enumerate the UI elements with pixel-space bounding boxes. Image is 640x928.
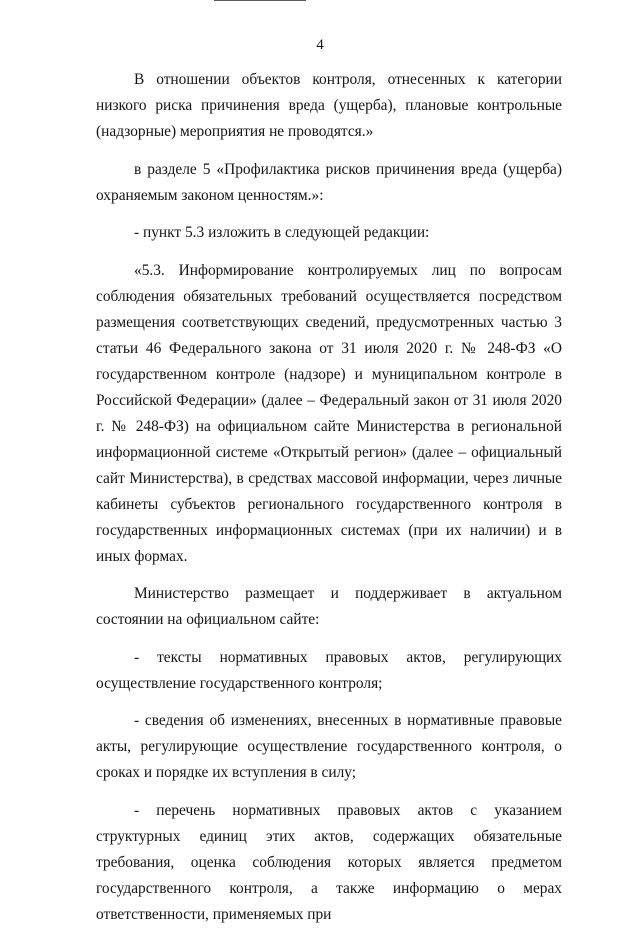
- list-item-acts-list: - перечень нормативных правовых актов с указанием структурных единиц этих актов, содержащих обязательные требования, оценка соблюдения которых является предметом государственного контроля, а также информацию о мерах ответственности, применяемых при: [96, 801, 562, 923]
- document-body: [96, 67, 562, 928]
- paragraph-ministry-publishes: Министерство размещает и поддерживает в актуальном состоянии на официальном сайте:: [96, 585, 562, 628]
- paragraph-item-5-3: «5.3. Информирование контролируемых лиц по вопросам соблюдения обязательных требований осуществляется посредством размещения соответствующих сведений, предусмотренных частью 3 статьи 46 Федерального закона от 31 июля 2020 г. № 248-ФЗ «О государственном контроле (надзоре) и муниципальном контроле в Российской Федерации» (далее – Федеральный закон от 31 июля 2020 г. № 248-ФЗ) на официальном сайте Министерства в региональной информационной системе «Открытый регион» (далее – официальный сайт Министерства), в средствах массовой информации, через личные кабинеты субъектов регионального государственного контроля в государственных информационных системах (при их наличии) и в иных формах.: [96, 261, 562, 565]
- list-item-legal-texts: - тексты нормативных правовых актов, регулирующих осуществление государственного контроля;: [96, 648, 562, 692]
- paragraph-low-risk: В отношении объектов контроля, отнесенных к категории низкого риска причинения вреда (ущерба), плановые контрольные (надзорные) мероприятия не проводятся.»: [96, 71, 562, 140]
- page-number: 4: [316, 37, 324, 53]
- list-item-amendments: - сведения об изменениях, внесенных в нормативные правовые акты, регулирующие осуществление государственного контроля, о сроках и порядке их вступления в силу;: [96, 712, 562, 781]
- paragraph-item-5-3-intro: - пункт 5.3 изложить в следующей редакции:: [134, 224, 430, 241]
- paragraph-section-5: в разделе 5 «Профилактика рисков причинения вреда (ущерба) охраняемым законом ценностям.»:: [96, 160, 562, 204]
- top-rule: [214, 0, 306, 1]
